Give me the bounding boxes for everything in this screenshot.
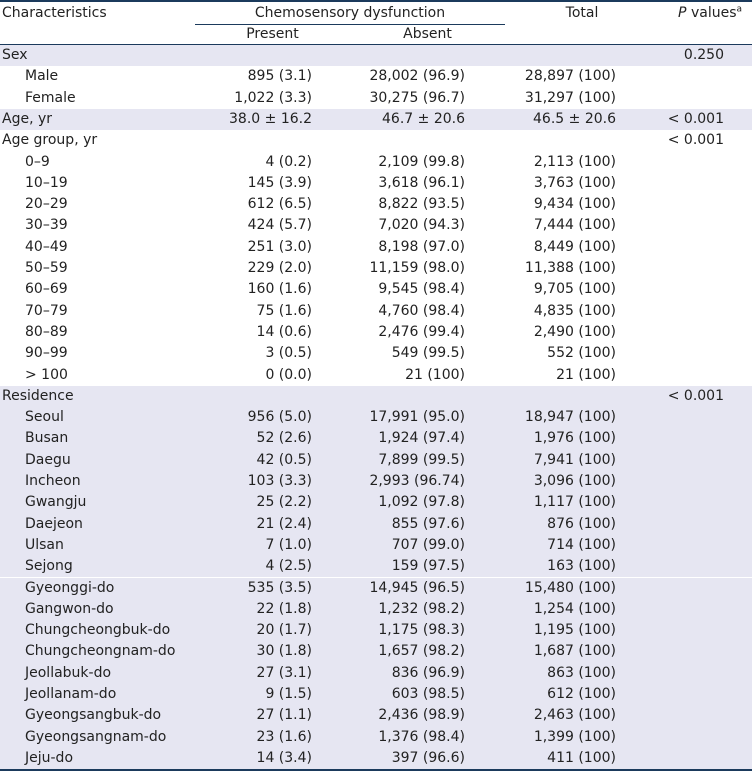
header-p-values-text: values	[686, 5, 737, 21]
row-label: 20–29	[25, 196, 68, 213]
cell-absent: 30,275 (96.7)	[369, 89, 465, 106]
cell-present: 4 (2.5)	[265, 558, 312, 575]
row-label: Daejeon	[25, 515, 83, 532]
cell-p-value: < 0.001	[667, 132, 724, 149]
table-row	[0, 130, 752, 151]
row-label: Jeollanam-do	[25, 686, 117, 702]
cell-absent: 14,945 (96.5)	[369, 579, 465, 596]
cell-present: 25 (2.2)	[256, 494, 312, 511]
cell-present: 103 (3.3)	[247, 473, 312, 489]
row-label: 0–9	[25, 153, 50, 170]
cell-p-value: < 0.001	[667, 110, 724, 127]
cell-total: 1,976 (100)	[533, 430, 616, 447]
row-label: Incheon	[25, 473, 81, 489]
cell-p-value: 0.250	[683, 47, 724, 63]
row-label: 50–59	[25, 260, 68, 276]
cell-present: 22 (1.8)	[256, 600, 312, 617]
table-row	[0, 407, 752, 428]
row-label: Chungcheongbuk-do	[25, 622, 171, 639]
header-absent: Absent	[403, 26, 452, 42]
row-label: Sejong	[25, 558, 73, 575]
table-row	[0, 343, 752, 364]
header-characteristics: Characteristics	[2, 5, 107, 21]
cell-present: 30 (1.8)	[256, 643, 312, 660]
cell-total: 3,096 (100)	[533, 473, 616, 489]
row-label: 40–49	[25, 238, 68, 255]
row-label: 30–39	[25, 217, 68, 234]
cell-present: 20 (1.7)	[256, 622, 312, 639]
table-row	[0, 514, 752, 535]
cell-absent: 603 (98.5)	[391, 686, 465, 702]
table-row	[0, 471, 752, 492]
cell-present: 895 (3.1)	[247, 68, 312, 85]
cell-total: 9,705 (100)	[533, 281, 616, 298]
row-label: Gyeonggi-do	[25, 579, 115, 596]
cell-absent: 7,899 (99.5)	[378, 451, 465, 468]
table-row	[0, 428, 752, 449]
cell-present: 956 (5.0)	[247, 409, 312, 426]
cell-absent: 2,993 (96.74)	[369, 473, 465, 489]
row-label: Gangwon-do	[25, 600, 114, 617]
cell-total: 21 (100)	[556, 366, 616, 383]
cell-total: 552 (100)	[547, 345, 616, 362]
table-row	[0, 279, 752, 300]
cell-present: 160 (1.6)	[247, 281, 312, 298]
cell-present: 7 (1.0)	[265, 536, 312, 553]
table-row	[0, 450, 752, 471]
cell-absent: 21 (100)	[405, 366, 465, 383]
table-row	[0, 258, 752, 279]
cell-present: 4 (0.2)	[265, 153, 312, 170]
cell-total: 3,763 (100)	[533, 174, 616, 191]
cell-total: 876 (100)	[547, 515, 616, 532]
cell-absent: 1,657 (98.2)	[378, 643, 465, 660]
cell-present: 145 (3.9)	[247, 174, 312, 191]
table-row	[0, 215, 752, 236]
table-row	[0, 663, 752, 684]
cell-absent: 836 (96.9)	[391, 664, 465, 681]
cell-total: 163 (100)	[547, 558, 616, 575]
table-row	[0, 641, 752, 662]
cell-absent: 9,545 (98.4)	[378, 281, 465, 298]
bottom-rule	[0, 769, 752, 771]
header-chemosensory-group: Chemosensory dysfunction	[254, 5, 446, 21]
cell-absent: 1,232 (98.2)	[378, 600, 465, 617]
cell-present: 229 (2.0)	[247, 260, 312, 276]
row-label: > 100	[25, 366, 68, 383]
table-row	[0, 173, 752, 194]
cell-absent: 3,618 (96.1)	[378, 174, 465, 191]
cell-absent: 1,175 (98.3)	[378, 622, 465, 639]
header-present: Present	[246, 26, 299, 42]
cell-absent: 707 (99.0)	[391, 536, 465, 553]
table-row	[0, 386, 752, 407]
table-row	[0, 556, 752, 577]
table-row	[0, 88, 752, 109]
cell-present: 23 (1.6)	[256, 728, 312, 745]
table-row	[0, 45, 752, 66]
table-row	[0, 365, 752, 386]
cell-absent: 397 (96.6)	[391, 749, 465, 766]
cell-present: 42 (0.5)	[256, 451, 312, 468]
row-label: Male	[25, 68, 59, 85]
cell-absent: 2,436 (98.9)	[378, 707, 465, 724]
table-row	[0, 599, 752, 620]
cell-total: 1,117 (100)	[533, 494, 616, 511]
table-row	[0, 748, 752, 769]
table-row	[0, 301, 752, 322]
cell-present: 424 (5.7)	[247, 217, 312, 234]
cell-absent: 46.7 ± 20.6	[382, 110, 465, 127]
row-label: Daegu	[25, 451, 71, 468]
cell-present: 251 (3.0)	[247, 238, 312, 255]
table-row	[0, 578, 752, 599]
cell-absent: 2,476 (99.4)	[378, 323, 465, 340]
row-label: Ulsan	[25, 536, 64, 553]
cell-present: 9 (1.5)	[265, 686, 312, 702]
table-row	[0, 535, 752, 556]
cell-absent: 1,924 (97.4)	[378, 430, 465, 447]
cell-absent: 7,020 (94.3)	[378, 217, 465, 234]
cell-total: 2,463 (100)	[533, 707, 616, 724]
row-label: Jeollabuk-do	[25, 664, 112, 681]
table-row	[0, 109, 752, 130]
row-label: Gwangju	[25, 494, 87, 511]
cell-absent: 1,092 (97.8)	[378, 494, 465, 511]
cell-p-value: < 0.001	[667, 387, 724, 404]
row-label: 60–69	[25, 281, 68, 298]
cell-total: 714 (100)	[547, 536, 616, 553]
cell-total: 28,897 (100)	[524, 68, 616, 85]
cell-total: 1,399 (100)	[533, 728, 616, 745]
table-row	[0, 684, 752, 705]
cell-total: 46.5 ± 20.6	[533, 110, 616, 127]
header-total: Total	[565, 5, 599, 21]
top-rule	[0, 0, 752, 2]
row-label: Female	[25, 89, 76, 106]
header-p-footnote: a	[736, 4, 742, 15]
cell-total: 7,444 (100)	[533, 217, 616, 234]
cell-absent: 28,002 (96.9)	[369, 68, 465, 85]
cell-total: 863 (100)	[547, 664, 616, 681]
cell-present: 38.0 ± 16.2	[229, 110, 312, 127]
cell-total: 11,388 (100)	[524, 260, 616, 276]
row-label: Seoul	[25, 409, 64, 426]
cell-absent: 2,109 (99.8)	[378, 153, 465, 170]
cell-absent: 1,376 (98.4)	[378, 728, 465, 745]
cell-present: 27 (1.1)	[256, 707, 312, 724]
cell-present: 14 (3.4)	[256, 749, 312, 766]
cell-total: 31,297 (100)	[524, 89, 616, 106]
cell-present: 0 (0.0)	[265, 366, 312, 383]
cell-total: 8,449 (100)	[533, 238, 616, 255]
cell-absent: 159 (97.5)	[391, 558, 465, 575]
table-row	[0, 705, 752, 726]
row-label: Gyeongsangbuk-do	[25, 707, 162, 724]
cell-total: 2,490 (100)	[533, 323, 616, 340]
cell-total: 4,835 (100)	[533, 302, 616, 319]
cell-absent: 8,198 (97.0)	[378, 238, 465, 255]
table-row	[0, 194, 752, 215]
table-row	[0, 66, 752, 87]
cell-absent: 549 (99.5)	[391, 345, 465, 362]
cell-absent: 11,159 (98.0)	[369, 260, 465, 276]
row-label: 70–79	[25, 302, 68, 319]
header-p-italic: P	[678, 5, 687, 21]
row-label: 90–99	[25, 345, 68, 362]
row-label: Gyeongsangnam-do	[25, 728, 167, 745]
table-row	[0, 237, 752, 258]
cell-total: 1,195 (100)	[533, 622, 616, 639]
cell-present: 75 (1.6)	[256, 302, 312, 319]
cell-total: 2,113 (100)	[533, 153, 616, 170]
cell-total: 1,254 (100)	[533, 600, 616, 617]
table-row	[0, 620, 752, 641]
cell-total: 18,947 (100)	[524, 409, 616, 426]
row-label: Sex	[2, 47, 28, 63]
table-row	[0, 152, 752, 173]
cell-total: 612 (100)	[547, 686, 616, 702]
row-label: Jeju-do	[25, 749, 74, 766]
cell-absent: 855 (97.6)	[391, 515, 465, 532]
cell-present: 14 (0.6)	[256, 323, 312, 340]
cell-absent: 17,991 (95.0)	[369, 409, 465, 426]
row-label: Age group, yr	[2, 132, 98, 149]
cell-present: 3 (0.5)	[265, 345, 312, 362]
header-p-values	[678, 3, 742, 23]
cell-present: 535 (3.5)	[247, 579, 312, 596]
row-label: Chungcheongnam-do	[25, 643, 176, 660]
table-row	[0, 727, 752, 748]
row-label: Busan	[25, 430, 69, 447]
cell-present: 612 (6.5)	[247, 196, 312, 213]
cell-present: 52 (2.6)	[256, 430, 312, 447]
cell-absent: 8,822 (93.5)	[378, 196, 465, 213]
cell-absent: 4,760 (98.4)	[378, 302, 465, 319]
table-row	[0, 322, 752, 343]
cell-total: 15,480 (100)	[524, 579, 616, 596]
cell-total: 9,434 (100)	[533, 196, 616, 213]
row-label: 10–19	[25, 174, 68, 191]
cell-present: 27 (3.1)	[256, 664, 312, 681]
table-row	[0, 492, 752, 513]
cell-total: 1,687 (100)	[533, 643, 616, 660]
row-label: 80–89	[25, 323, 68, 340]
cell-total: 7,941 (100)	[533, 451, 616, 468]
cell-total: 411 (100)	[547, 749, 616, 766]
row-label: Age, yr	[2, 110, 53, 127]
cell-present: 21 (2.4)	[256, 515, 312, 532]
cell-present: 1,022 (3.3)	[234, 89, 312, 106]
row-label: Residence	[2, 387, 74, 404]
